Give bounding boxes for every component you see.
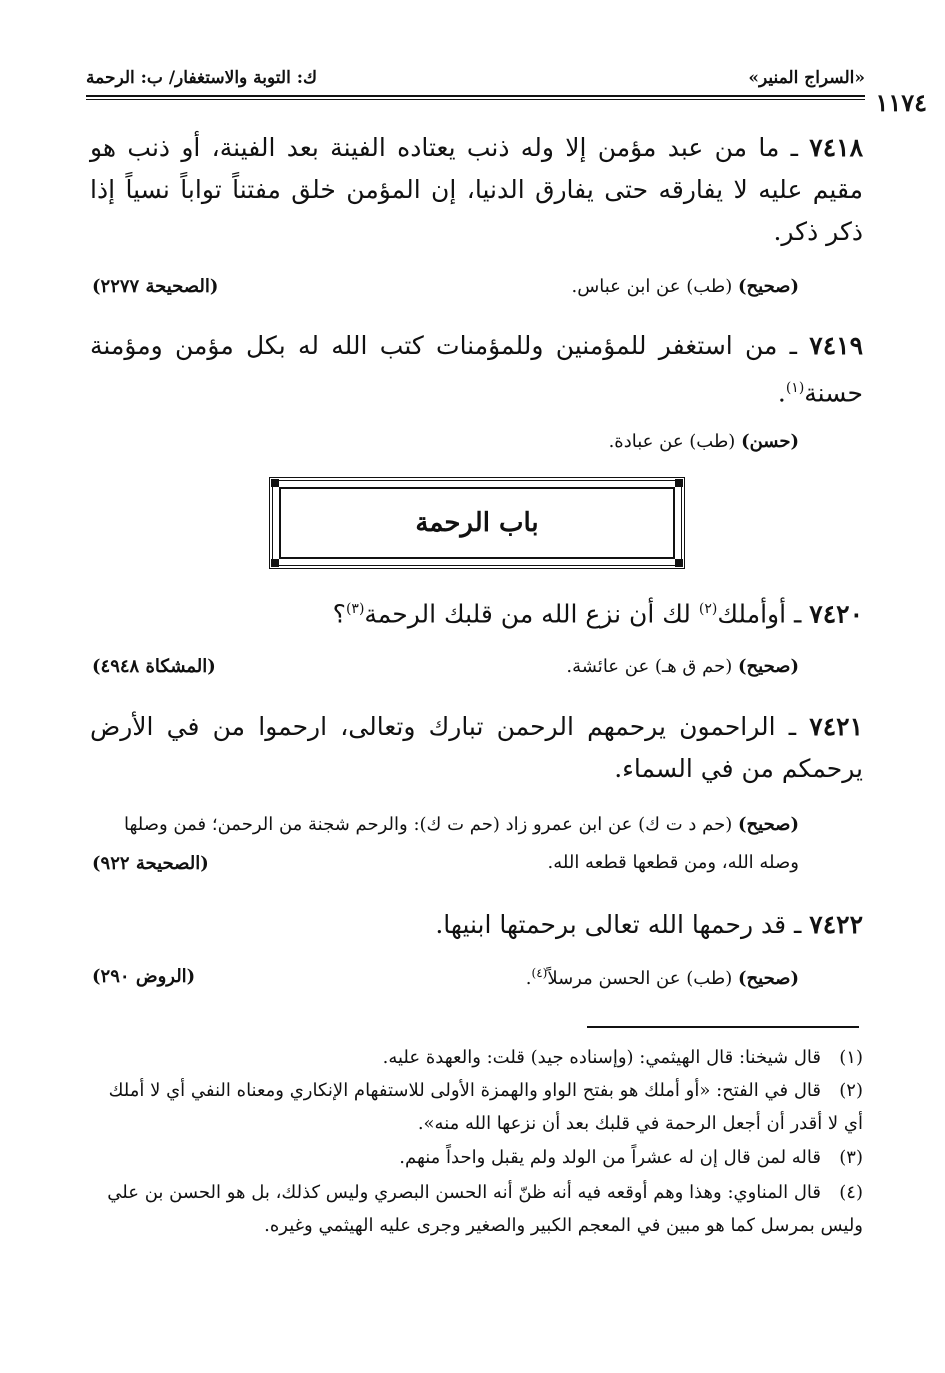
footnote-3	[92, 1141, 863, 1174]
hadith-grade: (صحيح)	[738, 656, 799, 677]
footnote-marker[interactable]: (١)	[785, 380, 805, 396]
box-corner	[271, 559, 279, 567]
hadith-number: ٧٤٢٢	[809, 910, 863, 939]
footnote-text: قال المناوي: وهذا وهم أوقعه فيه أنه ظنّ أنه الحسن البصري وليس كذلك، بل هو الحسن بن علي وليس بمرسل كما هو مبين في المعجم الكبير والصغير وجرى عليه الهيثمي وغيره.	[107, 1182, 863, 1236]
footnote-marker[interactable]: (٤)	[531, 966, 548, 980]
hadith-number: ٧٤١٩	[809, 331, 863, 360]
hadith-grade: (حسن)	[741, 431, 799, 452]
running-header-section: ك: التوبة والاستغفار/ ب: الرحمة	[86, 68, 318, 88]
chapter-title-box	[269, 477, 685, 569]
hadith-reference: (المشكاة ٤٩٤٨)	[92, 656, 216, 677]
footnote-4	[92, 1176, 863, 1242]
footnote-number: (٣)	[839, 1147, 863, 1168]
hadith-text: ـ الراحمون يرحمهم الرحمن تبارك وتعالى، ارحموا من في الأرض يرحمكم من في السماء.	[90, 712, 863, 783]
hadith-narrator: (حم د ت ك) عن ابن عمرو زاد (حم ت ك): والرحم شجنة من الرحمن؛ فمن وصلها وصله الله، ومن قطعها قطعه الله.	[123, 814, 799, 873]
box-corner	[675, 479, 683, 487]
box-corner	[271, 479, 279, 487]
hadith-source	[609, 431, 799, 452]
hadith-reference: (الصحيحة ٩٢٢)	[92, 853, 209, 874]
hadith-text: ـ من استغفر للمؤمنين وللمؤمنات كتب الله له بكل مؤمن ومؤمنة حسنة	[90, 331, 863, 408]
hadith-narrator: (حم ق هـ) عن عائشة.	[566, 656, 733, 677]
hadith-reference: (الروض ٢٩٠)	[92, 966, 196, 987]
hadith-7419	[90, 325, 863, 414]
hadith-grade: (صحيح)	[738, 814, 799, 835]
hadith-7418	[90, 127, 863, 253]
hadith-text: ـ أوأملك	[717, 599, 802, 629]
hadith-narrator: (طب) عن عبادة.	[608, 431, 736, 452]
hadith-source	[526, 966, 799, 989]
chapter-title: باب الرحمة	[415, 508, 539, 538]
footnote-2	[92, 1074, 863, 1140]
hadith-7421	[90, 706, 863, 790]
hadith-text: لك أن نزع الله من قلبك الرحمة	[364, 599, 699, 629]
box-corner	[675, 559, 683, 567]
footnote-number: (١)	[839, 1047, 863, 1068]
hadith-number: ٧٤١٨	[809, 133, 863, 162]
chapter-title-frame	[279, 487, 675, 559]
footnote-number: (٢)	[839, 1080, 863, 1101]
hadith-source	[566, 656, 799, 677]
header-rule-thin	[86, 99, 865, 100]
footnote-1	[92, 1041, 863, 1074]
hadith-7422	[90, 904, 863, 946]
footnote-marker[interactable]: (٣)	[345, 601, 365, 617]
footnote-separator	[587, 1026, 859, 1028]
hadith-narrator-end: .	[525, 968, 532, 989]
hadith-number: ٧٤٢٠	[809, 599, 863, 629]
hadith-grade: (صحيح)	[738, 276, 799, 297]
hadith-grade: (صحيح)	[738, 968, 799, 989]
hadith-text-end: ؟	[332, 599, 346, 629]
footnote-text: قال في الفتح: «أو أملك هو بفتح الواو والهمزة الأولى للاستفهام الإنكاري ومعناه النفي أي لا أملك أي لا أقدر أن أجعل الرحمة في قلبك بعد أن نزعها الله منه».	[108, 1080, 863, 1134]
hadith-source	[572, 276, 799, 297]
hadith-text-end: .	[777, 378, 786, 408]
hadith-reference: (الصحيحة ٢٢٧٧)	[92, 276, 219, 297]
footnote-number: (٤)	[839, 1182, 863, 1203]
running-header-book-title: «السراج المنير»	[748, 68, 865, 88]
hadith-7420	[90, 588, 863, 635]
header-rule	[86, 95, 865, 97]
footnote-marker[interactable]: (٢)	[698, 601, 718, 617]
page-number: ١١٧٤	[875, 88, 927, 117]
footnote-text: قاله لمن قال إن له عشراً من الولد ولم يقبل واحداً منهم.	[399, 1147, 821, 1168]
hadith-narrator: (طب) عن الحسن مرسلاً	[547, 968, 733, 989]
footnote-text: قال شيخنا: قال الهيثمي: (وإسناده جيد) قلت: والعهدة عليه.	[382, 1047, 821, 1068]
hadith-narrator: (طب) عن ابن عباس.	[571, 276, 733, 297]
hadith-number: ٧٤٢١	[809, 712, 863, 741]
hadith-text: ـ قد رحمها الله تعالى برحمتها ابنيها.	[435, 910, 802, 939]
hadith-text: ـ ما من عبد مؤمن إلا وله ذنب يعتاده الفينة بعد الفينة، أو ذنب هو مقيم عليه لا يفارقه حتى يفارق الدنيا، إن المؤمن خلق مفتناً تواباً نسياً إذا ذكر ذكر.	[90, 133, 863, 246]
